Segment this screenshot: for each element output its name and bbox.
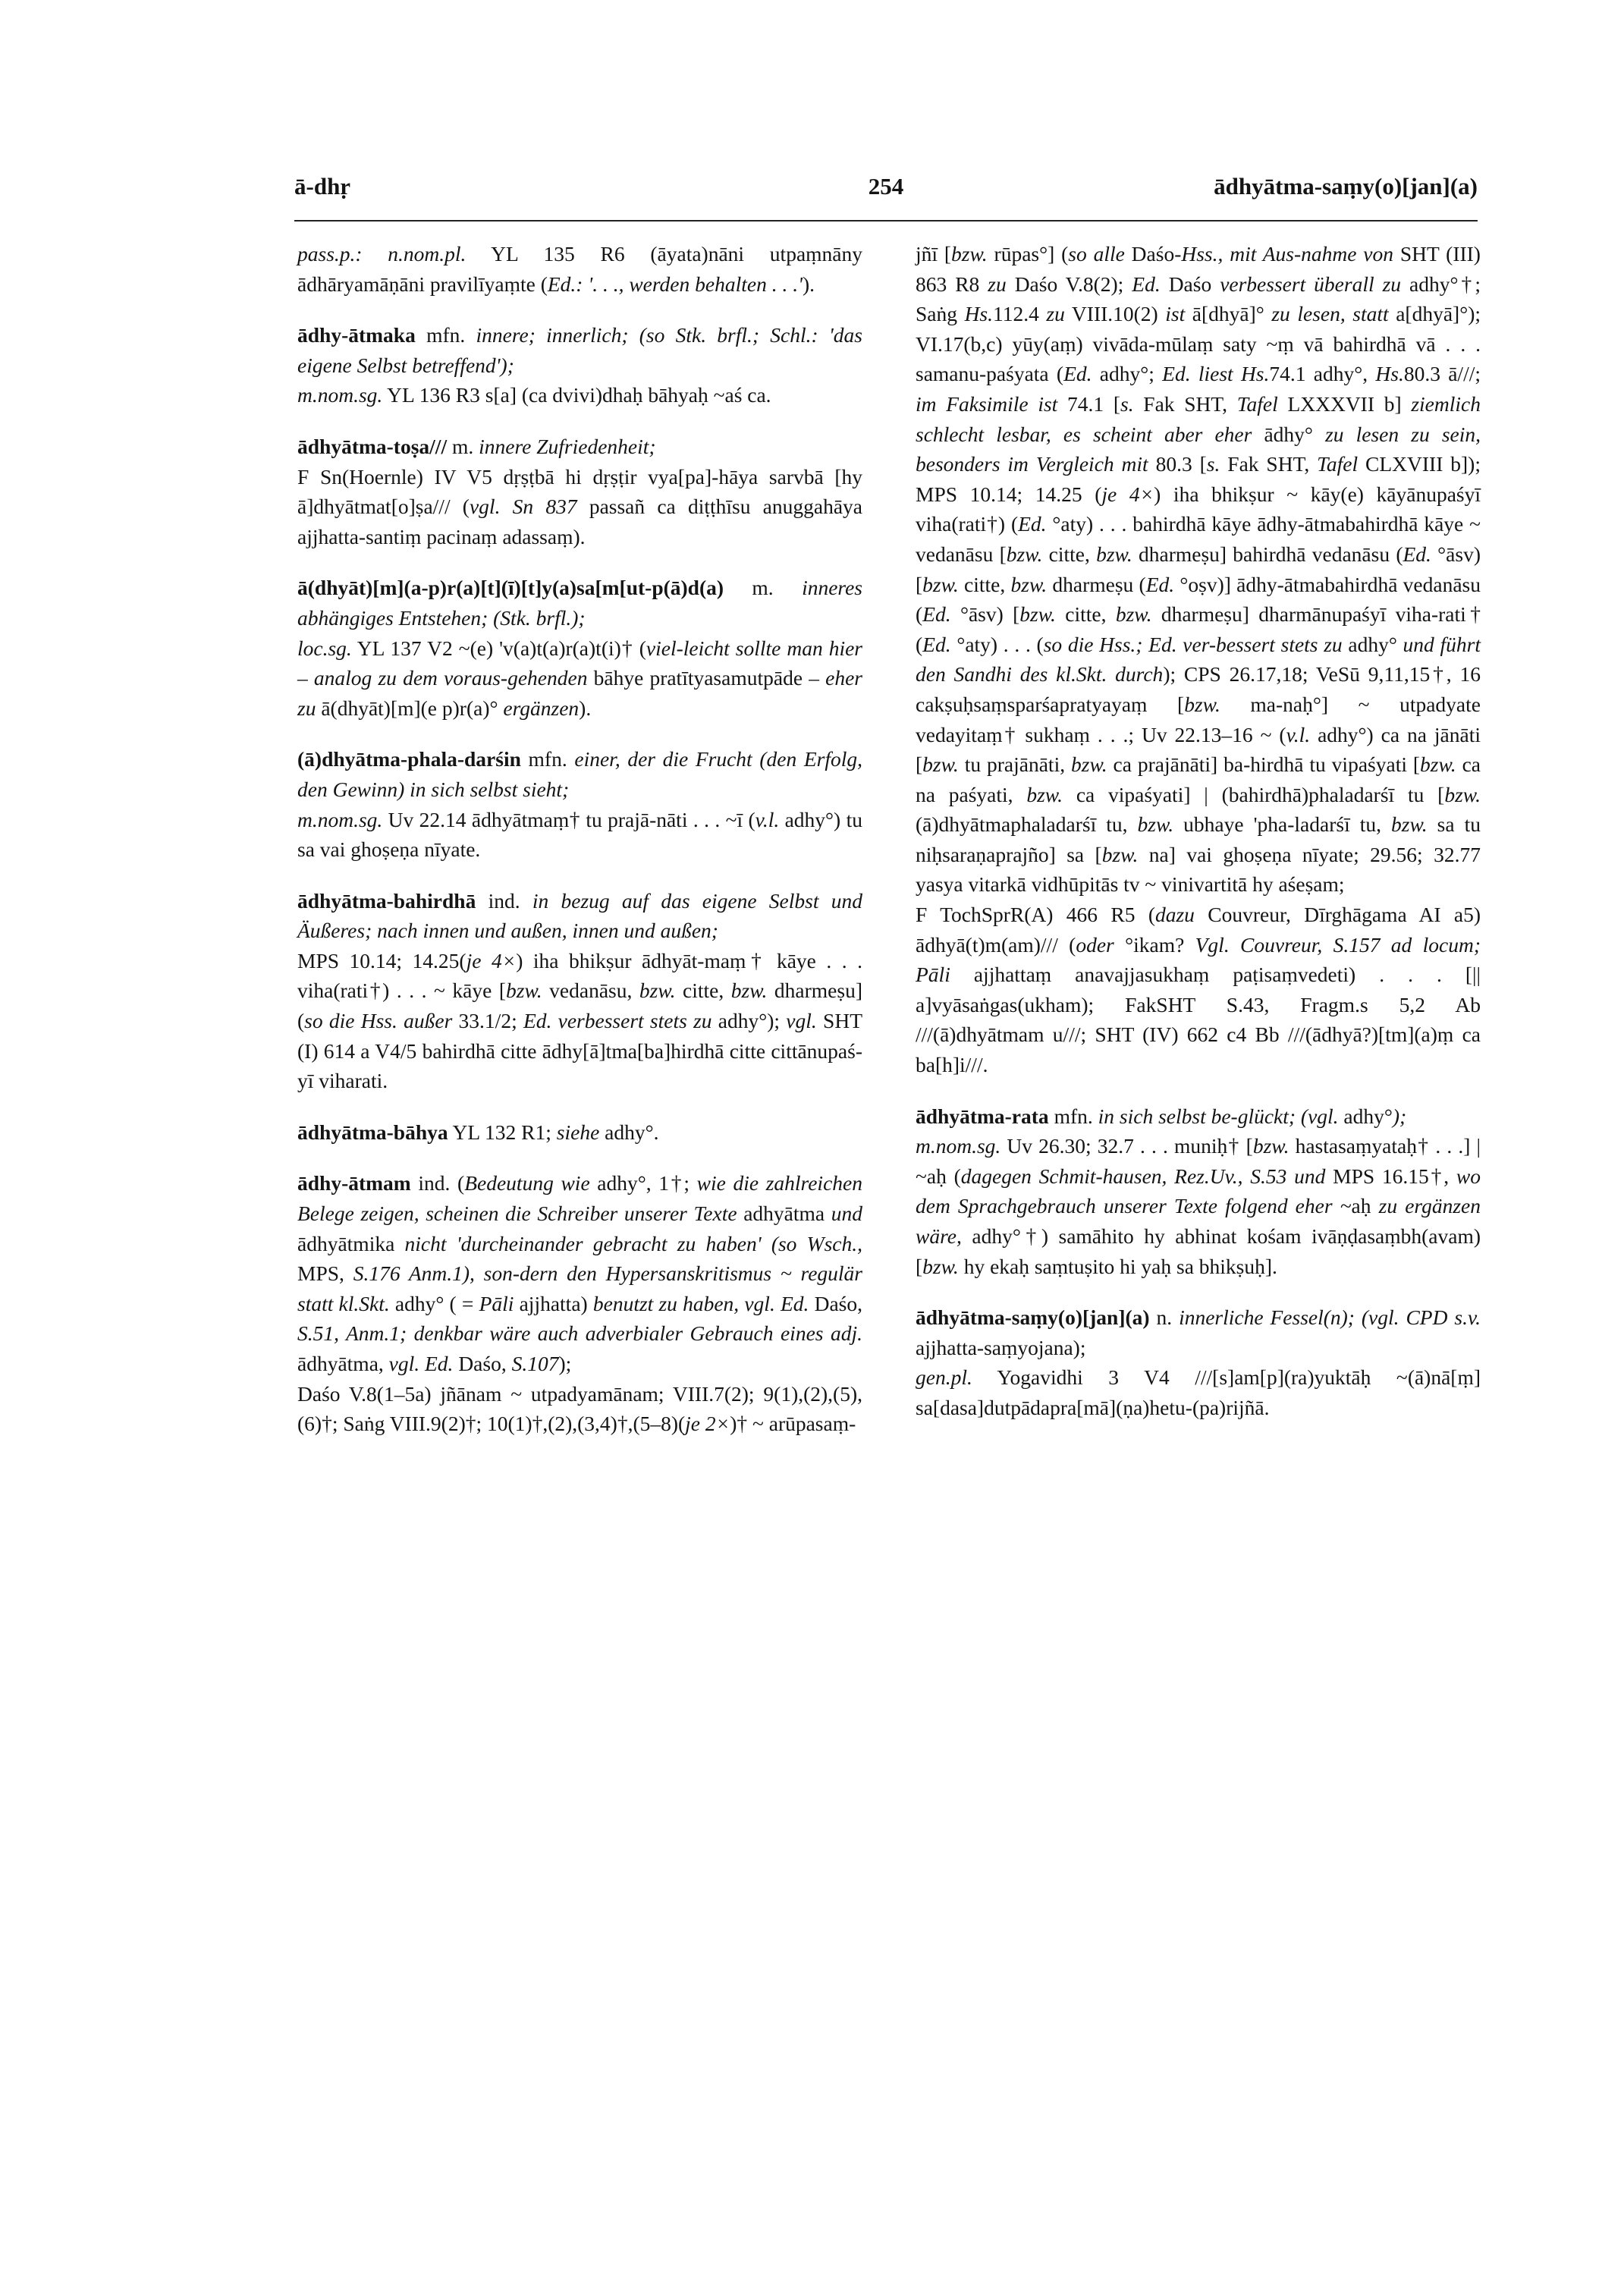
text-run: Daśo, xyxy=(809,1291,862,1315)
italic-text: v.l. xyxy=(1286,722,1311,746)
italic-text: bzw. xyxy=(1101,842,1139,866)
italic-text: Tafel xyxy=(1317,452,1359,476)
italic-text: zu xyxy=(988,272,1007,296)
italic-text: Ed.: '. . ., werden behalten . . .' xyxy=(547,272,803,296)
text-run: °āsv) [ xyxy=(950,602,1020,627)
italic-text: bzw. xyxy=(922,1254,959,1278)
text-run: 74.1 adhy°, xyxy=(1269,362,1376,386)
text-run: ubhaye 'pha-ladarśī tu, xyxy=(1173,812,1392,837)
italic-text: zu ergänzen wäre, xyxy=(916,1194,1481,1248)
text-run: 33.1/2; xyxy=(452,1009,523,1033)
italic-text: so die Hss.; Ed. ver-bessert stets zu xyxy=(1043,632,1343,656)
italic-text: zu lesen, statt xyxy=(1271,302,1389,326)
lemma: ādhyātma-rata xyxy=(916,1104,1049,1128)
dictionary-entry xyxy=(297,573,862,723)
text-run: ca na paśyati, xyxy=(916,752,1481,806)
italic-text: bzw. xyxy=(1010,572,1048,596)
text-run: vedanāsu, xyxy=(542,979,639,1003)
text-run: LXXXVII b] xyxy=(1277,391,1412,416)
text-run: °aty) . . . ( xyxy=(950,632,1044,656)
entry-definition xyxy=(297,239,862,299)
text-run: jñī [ xyxy=(916,242,952,265)
italic-text: benutzt zu haben, vgl. Ed. xyxy=(592,1291,809,1315)
italic-text: bzw. xyxy=(922,572,959,596)
italic-text: s. xyxy=(1120,391,1134,416)
italic-text: bzw. xyxy=(1391,812,1428,837)
italic-text: m.nom.sg. xyxy=(916,1134,1001,1158)
italic-text: Ed. xyxy=(1018,512,1047,536)
dictionary-entry xyxy=(297,1117,862,1148)
italic-text: zu lesen zu sein, besonders im Vergleich mit xyxy=(916,422,1481,476)
italic-text: ); xyxy=(1392,1104,1407,1128)
italic-text: s. xyxy=(1206,452,1220,476)
text-run: Couvreur, Dīrghāgama AI a5) ādhyā(t)m(am)/// ( xyxy=(916,903,1481,957)
text-run: Fak SHT, xyxy=(1220,452,1318,476)
right-column xyxy=(916,239,1481,1444)
entry-definition xyxy=(297,744,862,804)
text-run: Daśo V.8(2); xyxy=(1006,272,1132,296)
entry-citation xyxy=(297,633,862,724)
italic-text: m.nom.sg. xyxy=(297,383,383,407)
text-run: ind. ( xyxy=(410,1171,465,1195)
text-run: rūpas°] ( xyxy=(987,242,1069,265)
italic-text: je 4× xyxy=(466,948,517,972)
text-run: F TochSprR(A) 466 R5 ( xyxy=(916,903,1155,927)
text-run: YL 137 V2 ~(e) 'v(a)t(a)r(a)t(i)† ( xyxy=(351,636,646,660)
italic-text: ziemlich schlecht lesbar, es scheint aber eher xyxy=(916,391,1481,446)
italic-text: S.176 Anm.1), son-dern den Hypersanskritismus ~ regulär statt kl.Skt. xyxy=(297,1261,862,1315)
text-run: dharmeṣu ( xyxy=(1047,572,1146,596)
italic-text: Hs. xyxy=(1375,362,1404,386)
text-run: Daśo- xyxy=(1124,242,1182,265)
entry-definition xyxy=(916,1101,1481,1132)
text-run: na] vai ghoṣeṇa nīyate; 29.56; 32.77 yasya vitarkā vidhūpitās tv ~ vinivartitā hy aśeṣam; xyxy=(916,842,1481,897)
text-run: mfn. xyxy=(415,323,476,347)
text-run: ādhy° xyxy=(1252,422,1326,446)
text-run: sa tu niḥsaraṇaprajño] sa [ xyxy=(916,812,1481,866)
italic-text: v.l. xyxy=(755,807,780,831)
text-run: MPS, xyxy=(297,1261,353,1286)
italic-text: innere Zufriedenheit; xyxy=(479,434,656,458)
italic-text: Ed. xyxy=(1063,362,1092,386)
lemma: ādhyātma-toṣa/// xyxy=(297,434,448,458)
entry-citation xyxy=(916,1362,1481,1422)
italic-text: bzw. xyxy=(730,979,768,1003)
italic-text: pass.p.: n.nom.pl. xyxy=(297,242,466,265)
text-run: citte, xyxy=(675,979,731,1003)
italic-text: eher zu xyxy=(297,666,862,720)
entry-definition xyxy=(297,573,862,633)
lemma: ā(dhyāt)[m](a-p)r(a)[t](ī)[t]y(a)sa[m[ut-p(ā)d(a) xyxy=(297,576,724,600)
text-run: dharmeṣu] ( xyxy=(297,979,862,1033)
text-run: citte, xyxy=(1042,542,1097,566)
text-run: ind. xyxy=(476,888,532,913)
text-run: ajjhatta) xyxy=(514,1291,593,1315)
italic-text: Ed. xyxy=(922,632,951,656)
text-run: YL 135 R6 (āyata)nāni utpaṃnāny ādhāryamāṇāni pravilīyaṃte ( xyxy=(297,242,862,296)
dictionary-entry xyxy=(916,1101,1481,1282)
left-column xyxy=(297,239,862,1460)
entry-definition xyxy=(297,432,862,462)
italic-text: ist xyxy=(1165,302,1186,326)
text-run: mfn. xyxy=(520,747,575,771)
italic-text: bzw. xyxy=(1006,542,1043,566)
entry-citation xyxy=(297,380,862,410)
dictionary-entry xyxy=(916,1302,1481,1422)
italic-text: S.51, Anm.1; denkbar wäre auch adverbialer Gebrauch eines adj. xyxy=(297,1321,862,1346)
text-run: adhy° xyxy=(1342,632,1403,656)
italic-text: innerliche Fessel(n); (vgl. CPD s.v. xyxy=(1179,1305,1481,1330)
italic-text: bzw. xyxy=(639,979,676,1003)
italic-text: oder xyxy=(1076,932,1114,957)
italic-text: viel-leicht sollte man hier – analog zu dem voraus-gehenden xyxy=(297,636,863,690)
text-run: ādhyātma, xyxy=(297,1352,389,1375)
text-run: ādhyātmika xyxy=(297,1231,405,1255)
text-run: °aty) . . . bahirdhā kāye ādhy-ātmabahirdhā kāye ~ vedanāsu [ xyxy=(916,512,1481,566)
entry-definition xyxy=(916,239,1481,900)
text-run: ); xyxy=(558,1352,572,1375)
italic-text: Ed. verbessert stets zu xyxy=(523,1009,712,1033)
italic-text: wo dem Sprachgebrauch unserer Texte folgend eher ~ xyxy=(916,1164,1481,1218)
text-run: citte, xyxy=(958,572,1011,596)
text-run: 80.3 ā///; xyxy=(1403,362,1481,386)
dictionary-entry xyxy=(297,320,862,410)
italic-text: innere; innerlich; (so Stk. brfl.; Schl.: 'das eigene Selbst betreffend'); xyxy=(297,323,862,377)
text-run: adhy°, 1†; xyxy=(589,1171,697,1195)
italic-text: Ed. xyxy=(1403,542,1431,566)
dictionary-entry xyxy=(297,1168,862,1438)
text-run: Uv 22.14 ādhyātmaṃ† tu prajā-nāti . . . ~ī ( xyxy=(382,807,755,831)
text-run: °āsv) [ xyxy=(916,542,1481,596)
text-run: CLXVIII b]); MPS 10.14; 14.25 ( xyxy=(916,452,1481,506)
italic-text: ergänzen xyxy=(503,696,580,720)
text-run: adhy°; xyxy=(1092,362,1163,386)
italic-text: im Faksimile ist xyxy=(916,391,1058,416)
text-run: ā[dhyā]° xyxy=(1185,302,1272,326)
text-run: VIII.10(2) xyxy=(1064,302,1166,326)
italic-text: S.107 xyxy=(511,1352,559,1375)
italic-text: bzw. xyxy=(1096,542,1132,566)
lemma: (ā)dhyātma-phala-darśin xyxy=(297,747,521,771)
italic-text: wie die zahlreichen Belege zeigen, scheinen die Schreiber unserer Texte xyxy=(297,1171,862,1226)
dictionary-entry xyxy=(297,886,862,1096)
text-run: 74.1 [ xyxy=(1057,391,1121,416)
text-run: °ikam? xyxy=(1114,932,1195,957)
text-run: bāhye pratītyasamutpāde – xyxy=(587,666,826,690)
italic-text: bzw. xyxy=(1444,782,1481,806)
text-run: Daśo xyxy=(1160,272,1220,296)
header-right-lemma: ādhyātma-saṃy(o)[jan](a) xyxy=(1214,173,1478,199)
italic-text: bzw. xyxy=(1019,602,1056,627)
running-head xyxy=(294,173,1478,206)
text-run: Daśo, xyxy=(453,1352,512,1375)
text-run: passañ ca diṭṭhīsu anuggahāya ajjhatta-santiṃ pacinaṃ adassaṃ). xyxy=(297,495,862,548)
text-run: hastasaṃyataḥ† . . .] | ~aḥ ( xyxy=(916,1134,1481,1188)
dictionary-entry xyxy=(916,239,1481,1080)
text-run: ā(dhyāt)[m](e p)r(a)° xyxy=(316,696,504,720)
text-run: SHT (III) 863 R8 xyxy=(916,242,1481,296)
header-left-lemma: ā-dhṛ xyxy=(294,173,351,199)
text-run: F Sn(Hoernle) IV V5 dṛṣṭbā hi dṛṣṭir vya[pa]-hāya sarvbā [hy ā]dhyātmat[o]ṣa/// ( xyxy=(297,464,862,519)
italic-text: vgl. Sn 837 xyxy=(469,495,577,519)
text-run: ). xyxy=(802,272,815,296)
entry-citation xyxy=(297,805,862,865)
text-run: m. xyxy=(447,434,479,458)
italic-text: je 4× xyxy=(1101,482,1154,506)
italic-text: verbessert überall zu xyxy=(1220,272,1402,296)
italic-text: in bezug auf das eigene Selbst und Äußeres; nach innen und außen, innen und außen; xyxy=(297,888,862,943)
text-run: Daśo V.8(1–5a) jñānam ~ utpadyamānam; VIII.7(2); 9(1),(2),(5),(6)†; Saṅg VIII.9(2)†; 10(1)†,(2),(3,4)†,(5–8)( xyxy=(297,1381,862,1436)
lemma: ādhyātma-saṃy(o)[jan](a) xyxy=(916,1305,1150,1330)
page-number: 254 xyxy=(868,173,904,199)
text-run: ca vipaśyati] | (bahirdhā)phaladarśī tu [ xyxy=(1063,782,1445,806)
italic-text: und xyxy=(831,1202,862,1226)
text-run: Yogavidhi 3 V4 ///[s]am[p](ra)yuktāḥ ~(ā)nā[ṃ] sa[dasa]dutpādapra[mā](ṇa)hetu-(pa)rijñā. xyxy=(916,1365,1481,1419)
italic-text: m.nom.sg. xyxy=(297,807,383,831)
text-run: adhy°†; Saṅg xyxy=(916,272,1481,326)
text-run: YL 132 R1; xyxy=(448,1120,557,1144)
text-run: aḥ xyxy=(1351,1194,1379,1218)
italic-text: Tafel xyxy=(1236,391,1278,416)
text-run: (ā)dhyātmaphaladarśī tu, xyxy=(916,812,1138,837)
text-run: adhy°. xyxy=(599,1120,659,1144)
text-run: dharmeṣu] dharmānupaśyī viha-rati† ( xyxy=(916,602,1481,656)
entry-citation xyxy=(297,946,862,1096)
text-run: citte, xyxy=(1055,602,1116,627)
italic-text: Pāli xyxy=(479,1291,514,1315)
text-run: 112.4 xyxy=(993,302,1047,326)
italic-text: nicht 'durcheinander gebracht zu haben' (so Wsch., xyxy=(404,1231,862,1255)
italic-text: und führt den Sandhi des kl.Skt. durch xyxy=(916,632,1481,686)
lemma: ādhyātma-bahirdhā xyxy=(297,888,476,913)
text-run: SHT (I) 614 a V4/5 bahirdhā citte ādhy[ā]tma[ba]hirdhā citte cittānupaś-yī viharati. xyxy=(297,1009,862,1093)
italic-text: inneres abhängiges Entstehen; (Stk. brfl.); xyxy=(297,576,862,630)
text-run: ) iha bhikṣur ~ kāy(e) kāyānupaśyī viha(rati†) ( xyxy=(916,482,1481,536)
italic-text: in sich selbst be-glückt; (vgl. xyxy=(1098,1104,1339,1128)
italic-text: Ed. xyxy=(922,602,951,627)
italic-text: bzw. xyxy=(506,979,542,1003)
dictionary-entry xyxy=(297,239,862,299)
entry-citation xyxy=(297,1379,862,1439)
italic-text: bzw. xyxy=(951,242,988,265)
italic-text: bzw. xyxy=(1420,752,1456,777)
text-run: )† ~ arūpasaṃ- xyxy=(730,1412,856,1436)
text-run: YL 136 R3 s[a] (ca dvivi)dhaḥ bāhyaḥ ~aś ca. xyxy=(382,383,771,407)
italic-text: bzw. xyxy=(1137,812,1174,837)
text-run: adhy°) ca na jānāti [ xyxy=(916,722,1481,777)
dictionary-entry xyxy=(297,432,862,551)
italic-text: Ed. xyxy=(1145,572,1175,596)
italic-text: Hs. xyxy=(964,302,993,326)
text-run: Fak SHT, xyxy=(1133,391,1237,416)
italic-text: bzw. xyxy=(1071,752,1107,777)
italic-text: Hss., mit Aus-nahme von xyxy=(1181,242,1394,265)
text-run: m. xyxy=(724,576,803,600)
italic-text: so alle xyxy=(1068,242,1125,265)
italic-text: Ed. liest Hs. xyxy=(1162,362,1270,386)
text-run: 80.3 [ xyxy=(1148,452,1207,476)
text-run: ). xyxy=(579,696,592,720)
entry-definition xyxy=(297,1168,862,1378)
text-run: adhy°†) samāhito hy abhinat kośam ivāṇḍasaṃbh(avam) [ xyxy=(916,1224,1481,1278)
entry-definition xyxy=(297,886,862,946)
italic-text: bzw. xyxy=(1252,1134,1289,1158)
italic-text: so die Hss. außer xyxy=(304,1009,453,1033)
italic-text: je 2× xyxy=(685,1412,730,1436)
italic-text: zu xyxy=(1046,302,1065,326)
entry-definition xyxy=(297,1117,862,1148)
text-run: n. xyxy=(1149,1305,1180,1330)
text-run: mfn. xyxy=(1048,1104,1098,1128)
text-run: MPS 10.14; 14.25( xyxy=(297,948,466,972)
italic-text: bzw. xyxy=(1115,602,1152,627)
text-run: ajjhatta-saṃyojana); xyxy=(916,1335,1086,1359)
entry-citation xyxy=(916,900,1481,1080)
text-run: MPS 16.15†, xyxy=(1325,1164,1456,1188)
text-run: adhy° ( = xyxy=(389,1291,479,1315)
entry-definition xyxy=(916,1302,1481,1362)
text-run: ajjhattaṃ anavajjasukhaṃ paṭisaṃvedeti) . . . [|| a]vyāsaṅgas(ukham); FakSHT S.43, Fragm.s 5,2 Ab ///(ā)dhyātmam u///; SHT (IV) 662 c4 Bb ///(ādhyā?)[tm](a)ṃ ca ba[h]i///. xyxy=(916,963,1481,1077)
header-rule xyxy=(294,220,1478,221)
lemma: ādhyātma-bāhya xyxy=(297,1120,448,1144)
italic-text: bzw. xyxy=(1026,782,1063,806)
text-run: tu prajānāti, xyxy=(958,752,1071,777)
entry-citation xyxy=(916,1131,1481,1281)
text-run: adhy° xyxy=(1338,1104,1393,1128)
text-run: °oṣv)] ādhy-ātmabahirdhā vedanāsu ( xyxy=(916,572,1481,627)
dictionary-entry xyxy=(297,744,862,864)
italic-text: bzw. xyxy=(922,752,959,777)
text-run: dharmeṣu] bahirdhā vedanāsu ( xyxy=(1132,542,1403,566)
text-run: Uv 26.30; 32.7 . . . muniḥ† [ xyxy=(1000,1134,1253,1158)
text-run: ma-naḥ°] ~ utpadyate vedayitaṃ† sukhaṃ . . .; Uv 22.13–16 ~ ( xyxy=(916,692,1481,746)
italic-text: gen.pl. xyxy=(916,1365,972,1390)
text-run: ca prajānāti] ba-hirdhā tu vipaśyati [ xyxy=(1107,752,1421,777)
italic-text: dazu xyxy=(1154,903,1195,927)
italic-text: loc.sg. xyxy=(297,636,352,660)
text-run: adhyātma xyxy=(737,1202,831,1226)
text-run: ) iha bhikṣur ādhyāt-maṃ† kāye . . . viha(rati†) . . . ~ kāye [ xyxy=(297,948,862,1003)
italic-text: Bedeutung wie xyxy=(464,1171,590,1195)
text-run: hy ekaḥ saṃtuṣito hi yaḥ sa bhikṣuḥ]. xyxy=(958,1254,1277,1278)
text-run: adhy°) tu sa vai ghoṣeṇa nīyate. xyxy=(297,807,862,862)
italic-text: siehe xyxy=(556,1120,600,1144)
entry-citation xyxy=(297,462,862,552)
italic-text: Vgl. Couvreur, S.157 ad locum; Pāli xyxy=(916,932,1481,987)
lemma: ādhy-ātmam xyxy=(297,1171,411,1195)
text-run: ); CPS 26.17,18; VeSū 9,11,15†, 16 cakṣuḥsaṃsparśapratyayaṃ [ xyxy=(916,662,1481,716)
italic-text: Ed. xyxy=(1132,272,1161,296)
text-run: adhy°); xyxy=(711,1009,787,1033)
text-run: a[dhyā]°); VI.17(b,c) yūy(aṃ) vivāda-mūlaṃ saty ~ṃ vā bahirdhā vā . . . samanu-paśyata ( xyxy=(916,302,1481,386)
italic-text: bzw. xyxy=(1184,692,1220,716)
lemma: ādhy-ātmaka xyxy=(297,323,416,347)
italic-text: einer, der die Frucht (den Erfolg, den Gewinn) in sich selbst sieht; xyxy=(297,747,862,801)
italic-text: vgl. Ed. xyxy=(388,1352,454,1375)
entry-definition xyxy=(297,320,862,380)
italic-text: dagegen Schmit-hausen, Rez.Uv., S.53 und xyxy=(960,1164,1326,1188)
italic-text: vgl. xyxy=(786,1009,817,1033)
